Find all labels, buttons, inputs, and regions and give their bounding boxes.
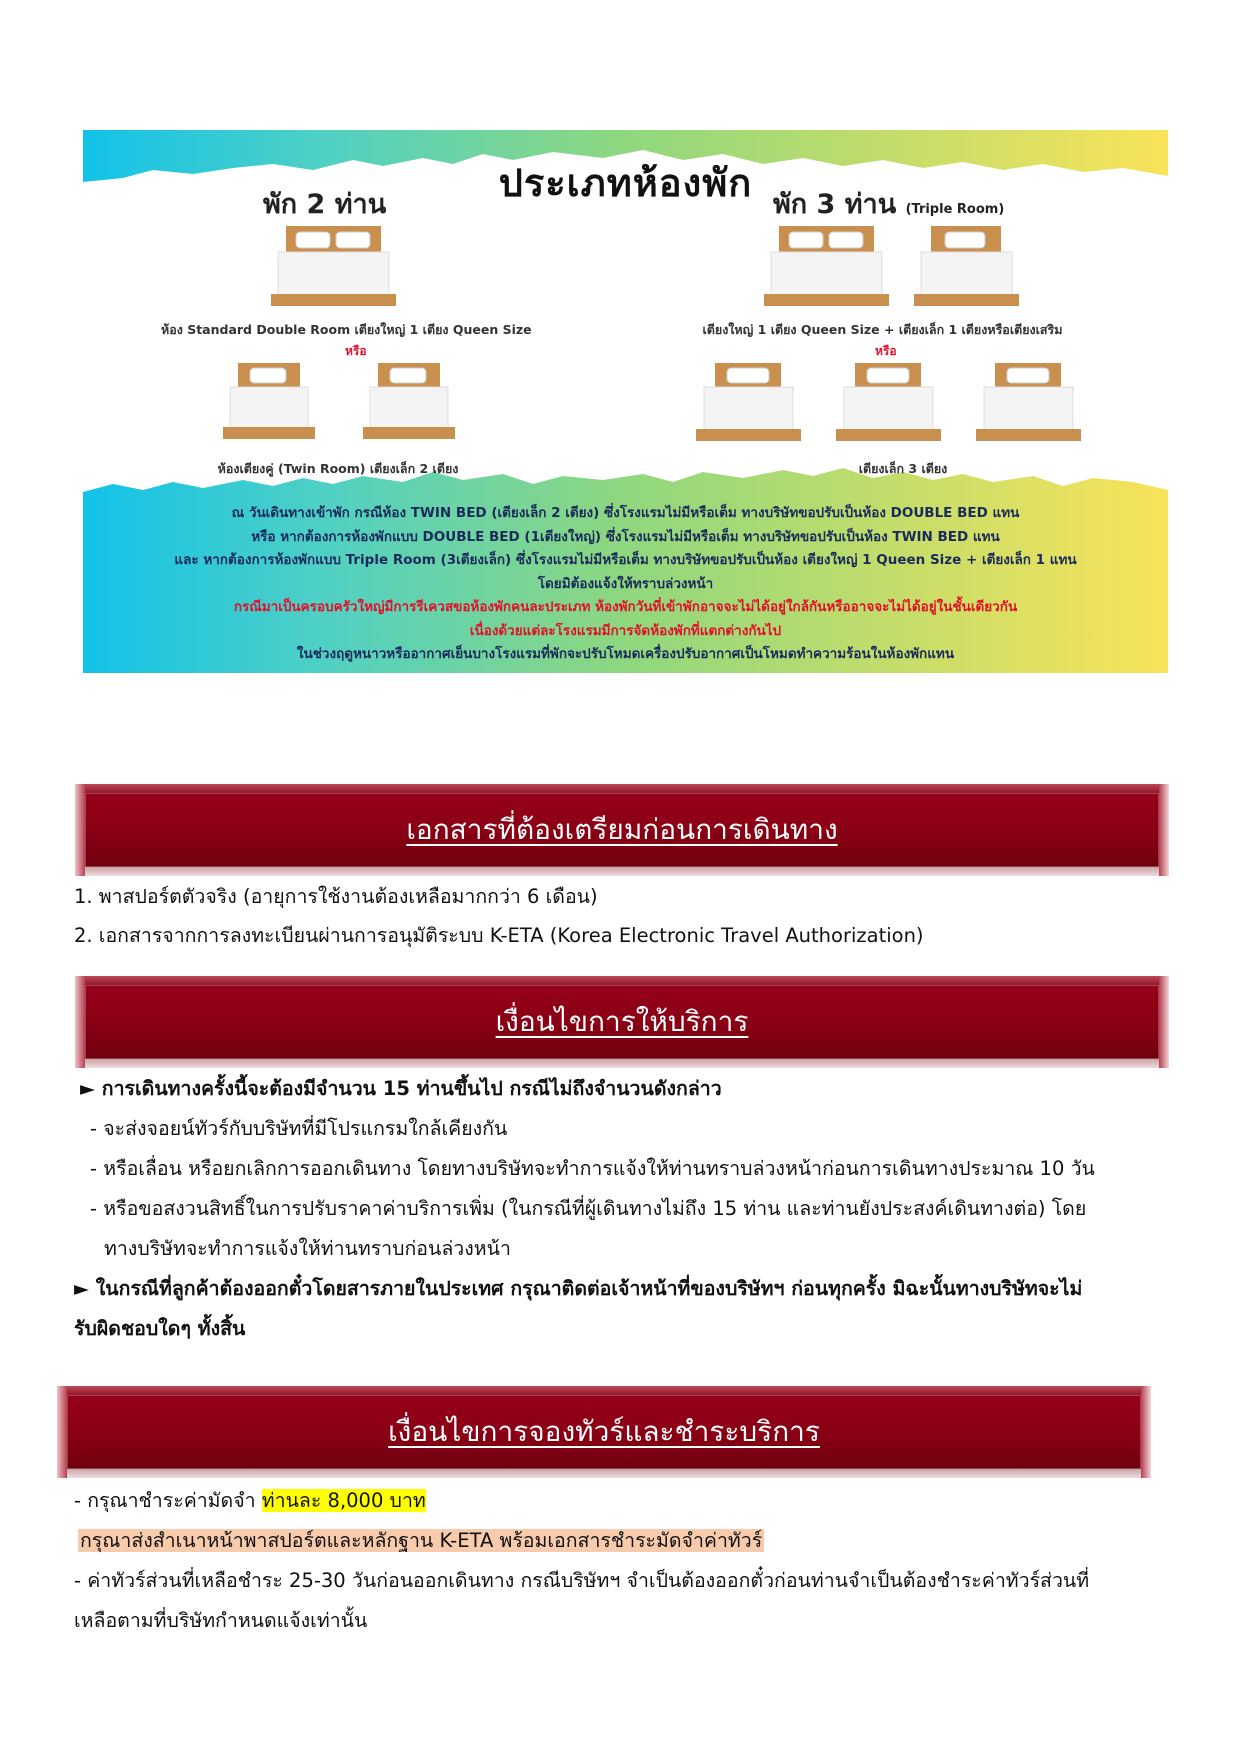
or-label-left: หรือ: [345, 344, 367, 358]
booking-section-title: เงื่อนไขการจองทัวร์และชำระบริการ: [388, 1415, 820, 1448]
room-notes: [103, 502, 1148, 667]
banner-title: ประเภทห้องพัก: [498, 161, 753, 205]
header-bevel: [75, 784, 85, 876]
single-bed-icon: [691, 363, 806, 445]
service-sub-item: - หรือเลื่อน หรือยกเลิกการออกเดินทาง โดยทางบริษัทจะทำการแจ้งให้ท่านทราบล่วงหน้าก่อนการเดินทางประมาณ 10 วัน: [90, 1157, 1095, 1180]
service-section-header: [75, 976, 1169, 1068]
header-bevel: [57, 1469, 1151, 1478]
room-note: ในช่วงฤดูหนาวหรืออากาศเย็นบางโรงแรมที่พักจะปรับโหมดเครื่องปรับอากาศเป็นโหมดทำความร้อนในห้องพักแทน: [296, 646, 955, 662]
document-item: 2. เอกสารจากการลงทะเบียนผ่านการอนุมัติระบบ K-ETA (Korea Electronic Travel Authorization): [74, 924, 924, 947]
header-panel: [85, 793, 1159, 867]
or-label-right: หรือ: [875, 344, 897, 358]
deposit-amount: ท่านละ 8,000 บาท: [261, 1489, 426, 1512]
room-note-warning: เนื่องด้วยแต่ละโรงแรมมีการจัดห้องพักที่แตกต่างกันไป: [469, 622, 782, 639]
room-note-warning: กรณีมาเป็นครอบครัวใหญ่มีการรีเควสขอห้องพักคนละประเภท ห้องพักวันที่เข้าพักอาจจะไม่ได้อยู่ใกล้กันหรืออาจจะไม่ได้อยู่ในชั้นเดียวกัน: [233, 599, 1018, 615]
documents-section-header: [75, 784, 1169, 876]
room-note: โดยมิต้องแจ้งให้ทราบล่วงหน้า: [537, 575, 714, 592]
document-item: 1. พาสปอร์ตตัวจริง (อายุการใช้งานต้องเหลือมากกว่า 6 เดือน): [74, 885, 598, 908]
service-section-title: เงื่อนไขการให้บริการ: [495, 1005, 749, 1038]
single-bed-icon: [216, 363, 321, 443]
service-bullet: ► การเดินทางครั้งนี้จะต้องมีจำนวน 15 ท่านขึ้นไป กรณีไม่ถึงจำนวนดังกล่าว: [80, 1077, 722, 1100]
service-sub-item-continued: ทางบริษัทจะทำการแจ้งให้ท่านทราบก่อนล่วงหน้า: [104, 1237, 511, 1260]
service-sub-item: - หรือขอสงวนสิทธิ์ในการปรับราคาค่าบริการเพิ่ม (ในกรณีที่ผู้เดินทางไม่ถึง 15 ท่าน และท่านยังประสงค์เดินทางต่อ) โดย: [90, 1197, 1087, 1220]
documents-section-title: เอกสารที่ต้องเตรียมก่อนการเดินทาง: [406, 813, 838, 846]
header-bevel: [75, 784, 1169, 793]
header-bevel: [75, 867, 1169, 876]
double-bed-icon: [759, 226, 894, 311]
service-sub-item: - จะส่งจอยน์ทัวร์กับบริษัทที่มีโปรแกรมใกล้เคียงกัน: [90, 1117, 508, 1140]
three-single-beds-caption: เตียงเล็ก 3 เตียง: [858, 461, 948, 476]
deposit-prefix: - กรุณาชำระค่ามัดจำ: [74, 1489, 262, 1512]
header-bevel: [57, 1386, 67, 1478]
send-documents-line: [78, 1525, 764, 1556]
balance-line-continued: เหลือตามที่บริษัทกำหนดแจ้งเท่านั้น: [74, 1609, 368, 1632]
triple-room-note: (Triple Room): [905, 202, 1005, 217]
header-bevel: [75, 1059, 1169, 1068]
header-bevel: [57, 1386, 1151, 1395]
send-documents-text: กรุณาส่งสำเนาหน้าพาสปอร์ตและหลักฐาน K-ETA พร้อมเอกสารชำระมัดจำค่าทัวร์: [80, 1529, 763, 1552]
double-room-caption: ห้อง Standard Double Room เตียงใหญ่ 1 เตียง Queen Size: [161, 322, 532, 337]
three-guests-heading: [773, 182, 1004, 225]
twin-room-caption: ห้องเตียงคู่ (Twin Room) เตียงเล็ก 2 เตียง: [217, 461, 459, 476]
service-bullet-continued: รับผิดชอบใดๆ ทั้งสิ้น: [74, 1317, 246, 1340]
room-type-banner: [83, 130, 1168, 673]
header-bevel: [75, 976, 1169, 985]
header-panel: [85, 985, 1159, 1059]
room-note: และ หากต้องการห้องพักแบบ Triple Room (3เตียงเล็ก) ซึ่งโรงแรมไม่มีหรือเต็ม ทางบริษัทขอปรับเป็นห้อง เตียงใหญ่ 1 Queen Size + เตียงเล็ก 1 แทน: [174, 552, 1077, 568]
header-bevel: [1159, 976, 1169, 1068]
header-bevel: [75, 976, 85, 1068]
two-guests-heading: พัก 2 ท่าน: [263, 189, 387, 220]
single-bed-icon: [909, 226, 1024, 311]
header-bevel: [1159, 784, 1169, 876]
deposit-line: [74, 1485, 426, 1516]
room-note: หรือ หากต้องการห้องพักแบบ DOUBLE BED (1เตียงใหญ่) ซึ่งโรงแรมไม่มีหรือเต็ม ทางบริษัทขอปรับเป็นห้อง TWIN BED แทน: [251, 528, 1000, 545]
three-guests-heading-text: พัก 3 ท่าน: [773, 189, 897, 220]
room-note: ณ วันเดินทางเข้าพัก กรณีห้อง TWIN BED (เตียงเล็ก 2 เตียง) ซึ่งโรงแรมไม่มีหรือเต็ม ทางบริษัทขอปรับเป็นห้อง DOUBLE BED แทน: [231, 505, 1020, 521]
header-bevel: [1141, 1386, 1151, 1478]
balance-line: - ค่าทัวร์ส่วนที่เหลือชำระ 25-30 วันก่อนออกเดินทาง กรณีบริษัทฯ จำเป็นต้องออกตั๋วก่อนท่านจำเป็นต้องชำระค่าทัวร์ส่วนที่: [74, 1569, 1090, 1592]
single-bed-icon: [831, 363, 946, 445]
single-bed-icon: [971, 363, 1086, 445]
service-bullet: ► ในกรณีที่ลูกค้าต้องออกตั๋วโดยสารภายในประเทศ กรุณาติดต่อเจ้าหน้าที่ของบริษัทฯ ก่อนทุกครั้ง มิฉะนั้นทางบริษัทจะไม่: [74, 1277, 1083, 1300]
booking-section-header: [57, 1386, 1151, 1478]
single-bed-icon: [356, 363, 461, 443]
triple-room-caption: เตียงใหญ่ 1 เตียง Queen Size + เตียงเล็ก 1 เตียงหรือเตียงเสริม: [702, 322, 1063, 337]
double-bed-icon: [266, 226, 401, 311]
header-panel: [67, 1395, 1141, 1469]
